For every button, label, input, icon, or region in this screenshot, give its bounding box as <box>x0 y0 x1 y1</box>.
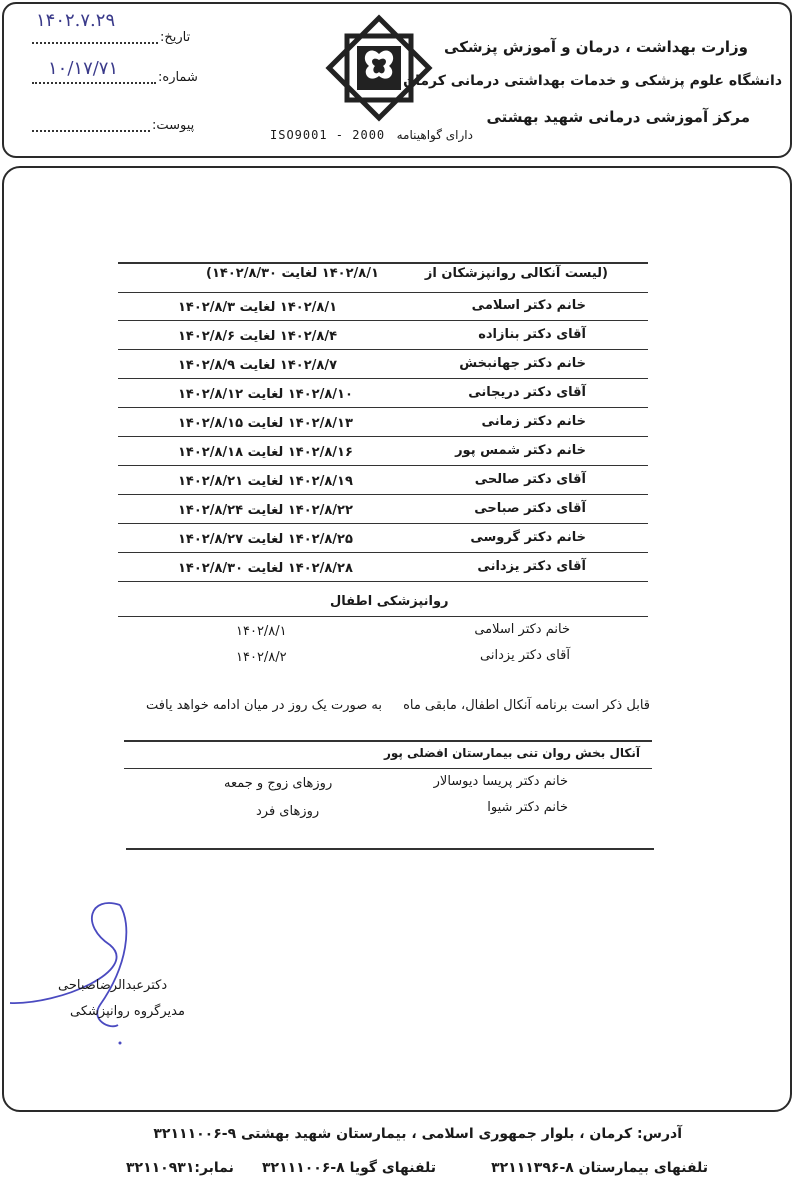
oncall-row-range: ۱۴۰۲/۸/۱۳ لغایت ۱۴۰۲/۸/۱۵ <box>178 416 353 431</box>
oncall-row-range: ۱۴۰۲/۸/۱۰ لغایت ۱۴۰۲/۸/۱۲ <box>178 387 353 402</box>
oncall-row-name: خانم دکتر شمس پور <box>455 443 586 458</box>
psychosomatic-row-days: روزهای فرد <box>256 804 320 819</box>
oncall-row-rule <box>118 465 648 466</box>
oncall-row-range: ۱۴۰۲/۸/۲۸ لغایت ۱۴۰۲/۸/۳۰ <box>178 561 353 576</box>
footer-fax: نمابر:۳۲۱۱۰۹۳۱ <box>126 1160 234 1176</box>
oncall-row-range: ۱۴۰۲/۸/۱۶ لغایت ۱۴۰۲/۸/۱۸ <box>178 445 353 460</box>
number-label: شماره: <box>158 70 198 85</box>
number-handwritten: ۱۰/۱۷/۷۱ <box>48 58 119 79</box>
psychosomatic-bottom-rule <box>126 848 654 850</box>
oncall-row-range: ۱۴۰۲/۸/۲۵ لغایت ۱۴۰۲/۸/۲۷ <box>178 532 353 547</box>
date-handwritten: ۱۴۰۲.۷.۲۹ <box>36 10 116 31</box>
oncall-row-rule <box>118 349 648 350</box>
oncall-row-name: آقای دکتر صباحی <box>474 501 586 516</box>
psychosomatic-row-name: خانم دکتر پریسا دیوسالار <box>433 774 568 789</box>
child-row-date: ۱۴۰۲/۸/۲ <box>236 650 287 665</box>
psychosomatic-header-rule <box>124 768 652 769</box>
number-dotted-line <box>32 82 156 84</box>
oncall-row-rule <box>118 436 648 437</box>
oncall-row-rule <box>118 320 648 321</box>
child-section-rule <box>118 616 648 617</box>
hospital-name: مرکز آموزشی درمانی شهید بهشتی <box>486 108 750 126</box>
oncall-row-range: ۱۴۰۲/۸/۷ لغایت ۱۴۰۲/۸/۹ <box>178 358 338 373</box>
child-note-part1: قابل ذکر است برنامه آنکال اطفال، مابقی ماه <box>403 698 650 713</box>
footer-hospital-phones: تلفنهای بیمارستان ۸-۳۲۱۱۱۳۹۶ <box>491 1160 708 1176</box>
oncall-row-rule <box>118 581 648 582</box>
oncall-list-title: (لیست آنکالی روانپزشکان از <box>424 266 608 281</box>
child-psychiatry-title: روانپزشکی اطفال <box>330 594 449 609</box>
date-label: تاریخ: <box>160 30 191 45</box>
oncall-row-name: خانم دکتر زمانی <box>481 414 586 429</box>
date-dotted-line <box>32 42 158 44</box>
oncall-row-name: خانم دکتر جهانبخش <box>459 356 586 371</box>
oncall-row-name: آقای دکتر یزدانی <box>477 559 586 574</box>
attachment-label: پیوست: <box>152 118 195 133</box>
child-note-part2: به صورت یک روز در میان ادامه خواهد یافت <box>146 698 383 713</box>
footer-goya-phones: تلفنهای گویا ۸-۳۲۱۱۱۰۰۶ <box>262 1160 436 1176</box>
oncall-row-name: آقای دکتر دریجانی <box>468 385 586 400</box>
signatory-name: دکترعبدالرضاصباحی <box>58 978 168 993</box>
oncall-row-rule <box>118 407 648 408</box>
oncall-list-title-range: ۱۴۰۲/۸/۱ لغایت ۱۴۰۲/۸/۳۰) <box>206 266 379 281</box>
psychosomatic-row-name: خانم دکتر شیوا <box>487 800 568 815</box>
iso-certificate <box>270 128 473 142</box>
oncall-row-range: ۱۴۰۲/۸/۴ لغایت ۱۴۰۲/۸/۶ <box>178 329 338 344</box>
oncall-row-rule <box>118 552 648 553</box>
iso-label: دارای گواهینامه <box>396 128 473 142</box>
oncall-row-range: ۱۴۰۲/۸/۲۲ لغایت ۱۴۰۲/۸/۲۴ <box>178 503 353 518</box>
attachment-dotted-line <box>32 130 150 132</box>
signatory-title: مدیرگروه روانپزشکی <box>70 1004 185 1019</box>
oncall-row-rule <box>118 523 648 524</box>
psychosomatic-row-days: روزهای زوج و جمعه <box>224 776 333 791</box>
oncall-row-name: آقای دکتر بنازاده <box>478 327 586 342</box>
child-row-name: آقای دکتر یزدانی <box>480 648 570 663</box>
psychosomatic-top-rule <box>124 740 652 742</box>
table-header-rule <box>118 292 648 293</box>
child-row-name: خانم دکتر اسلامی <box>474 622 570 637</box>
oncall-row-rule <box>118 378 648 379</box>
oncall-row-name: آقای دکتر صالحی <box>474 472 586 487</box>
oncall-row-range: ۱۴۰۲/۸/۱ لغایت ۱۴۰۲/۸/۳ <box>178 300 338 315</box>
oncall-row-range: ۱۴۰۲/۸/۱۹ لغایت ۱۴۰۲/۸/۲۱ <box>178 474 353 489</box>
ministry-name: وزارت بهداشت ، درمان و آموزش پزشکی <box>444 38 748 56</box>
oncall-row-name: خانم دکتر اسلامی <box>471 298 586 313</box>
child-row-date: ۱۴۰۲/۸/۱ <box>236 624 287 639</box>
footer-address: آدرس: کرمان ، بلوار جمهوری اسلامی ، بیمارستان شهید بهشتی ۹-۳۲۱۱۱۰۰۶ <box>153 1126 682 1142</box>
iso-code: ISO9001 - 2000 <box>270 128 386 142</box>
psychosomatic-title: آنکال بخش روان تنی بیمارستان افضلی پور <box>383 746 640 760</box>
university-logo-icon <box>325 14 433 122</box>
oncall-row-name: خانم دکتر گروسی <box>470 530 586 545</box>
oncall-row-rule <box>118 494 648 495</box>
university-name: دانشگاه علوم پزشکی و خدمات بهداشتی درمانی کرمان <box>403 73 782 89</box>
handwritten-signature-icon <box>0 895 150 1045</box>
table-top-rule <box>118 262 648 264</box>
